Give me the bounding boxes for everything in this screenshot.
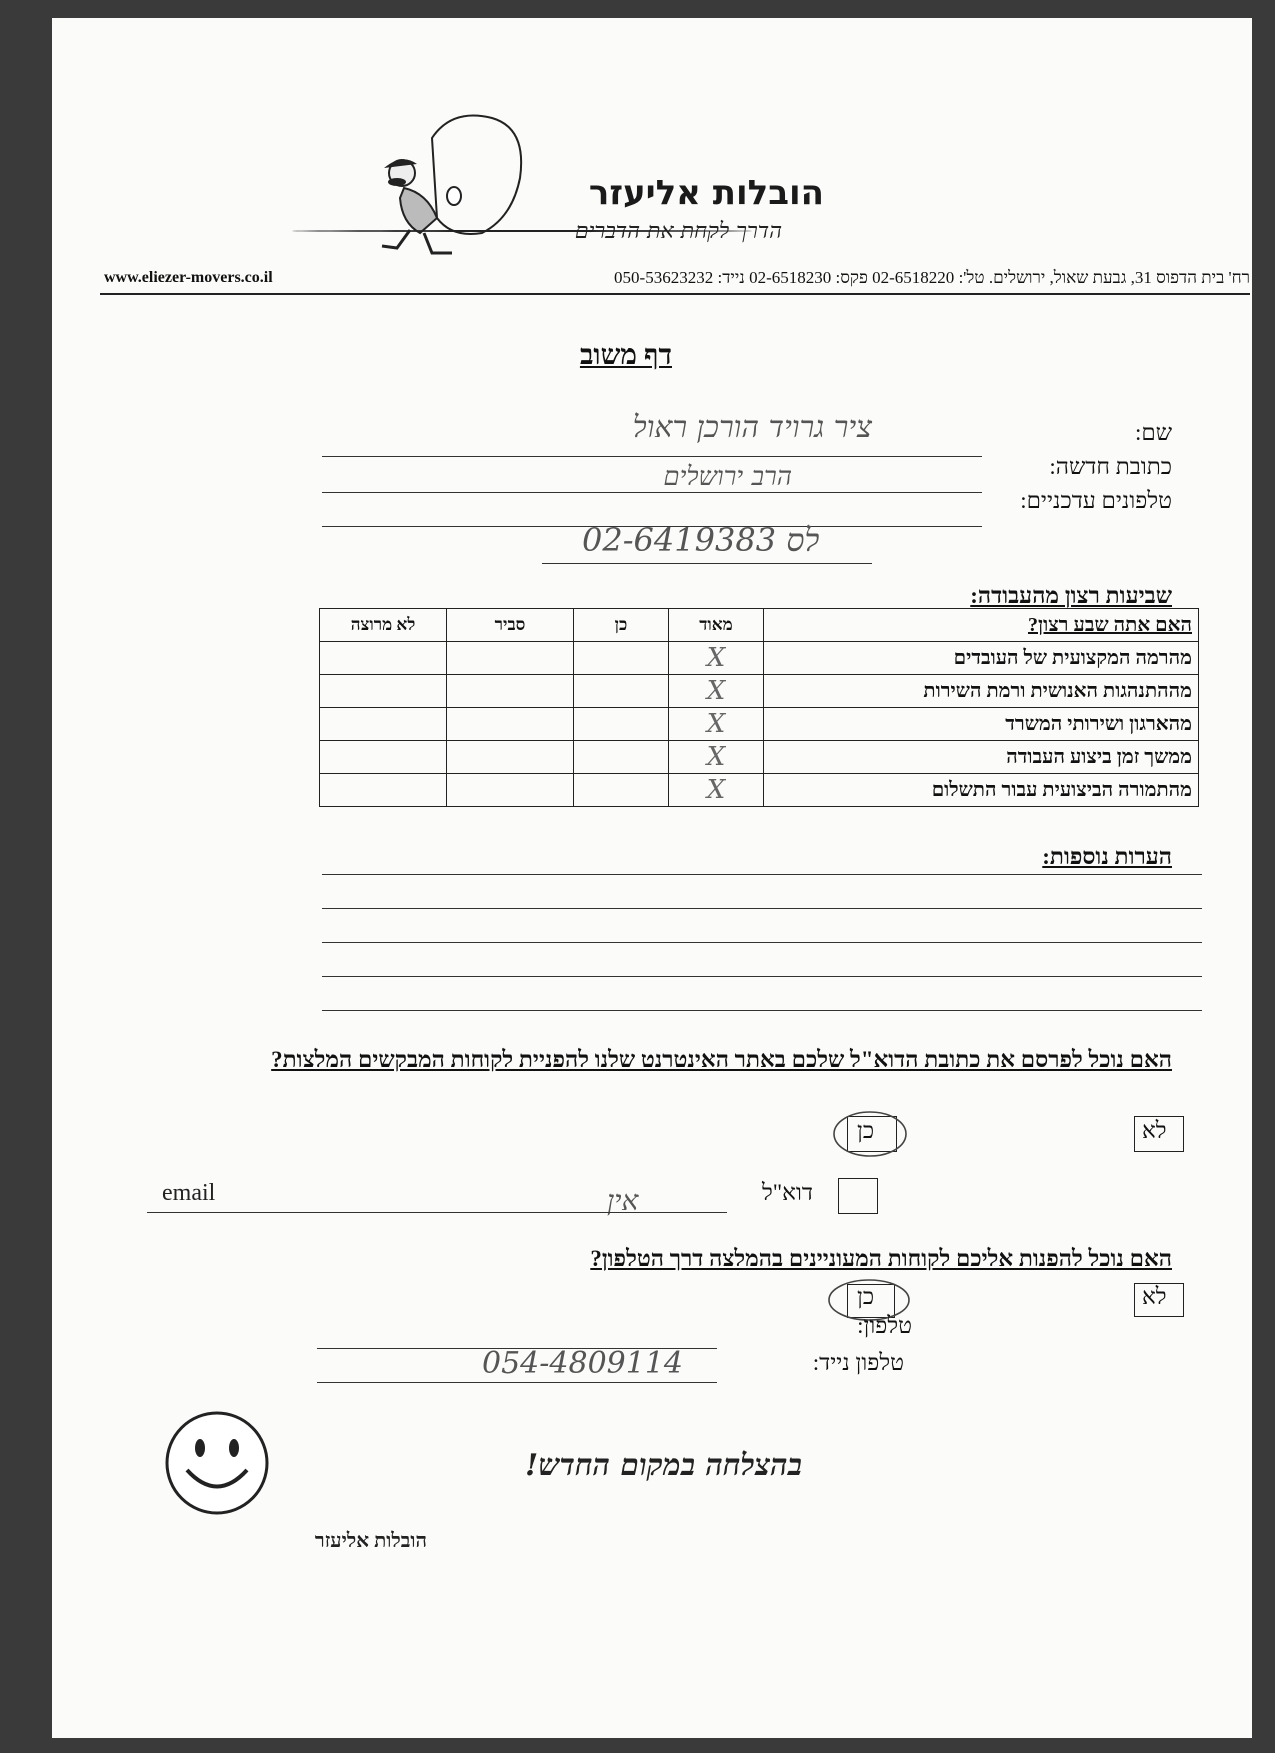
closing-wish: בהצלחה במקום החדש! [524, 1448, 802, 1483]
table-row [320, 741, 1199, 774]
email-input-line[interactable] [147, 1212, 727, 1213]
contact-line: רח' בית הדפוס 31, גבעת שאול, ירושלים. טל': 02-6518220 פקס: 02-6518230 נייד: 050-53623232 [614, 268, 1250, 287]
email-yes-label: כן [857, 1118, 875, 1143]
mobile-label: טלפון נייד: [812, 1350, 904, 1375]
name-line [322, 456, 982, 457]
address-handwritten: הרב ירושלים [663, 462, 792, 492]
email-question-text: האם נוכל לפרסם את כתובת הדוא"ל שלכם באתר האינטרנט שלנו להפניית לקוחות המבקשים המלצות? [271, 1047, 1172, 1072]
rating-cell-yes[interactable] [574, 774, 669, 807]
rating-cell-very[interactable]: X [669, 642, 764, 675]
yes-circle-mark-icon [830, 1108, 910, 1160]
closing-signature: הובלות אליעזר [314, 1530, 427, 1552]
col-yes: כן [574, 609, 669, 642]
mobile-input-line[interactable] [317, 1382, 717, 1383]
rating-cell-reasonable[interactable] [447, 708, 574, 741]
phone-yes-label: כן [857, 1284, 875, 1309]
rating-cell-reasonable[interactable] [447, 642, 574, 675]
row-label: מההתנהגות האנושית ורמת השירות [764, 675, 1199, 708]
rating-cell-very[interactable]: X [669, 675, 764, 708]
col-very: מאוד [669, 609, 764, 642]
company-name: הובלות אליעזר [588, 173, 824, 213]
row-label: מהארגון ושירותי המשרד [764, 708, 1199, 741]
rating-cell-yes[interactable] [574, 675, 669, 708]
row-label: מהתמורה הביצועית עבור התשלום [764, 774, 1199, 807]
phone-no-label: לא [1142, 1284, 1167, 1309]
table-row [320, 774, 1199, 807]
feedback-form-page [52, 18, 1252, 1738]
form-title: דף משוב [579, 340, 672, 371]
address-label: כתובת חדשה: [1049, 454, 1172, 479]
rating-cell-unsatisfied[interactable] [320, 708, 447, 741]
rating-cell-very[interactable]: X [669, 741, 764, 774]
row-label: ממשך זמן ביצוע העבודה [764, 741, 1199, 774]
rating-cell-yes[interactable] [574, 708, 669, 741]
rating-cell-unsatisfied[interactable] [320, 774, 447, 807]
table-row [320, 708, 1199, 741]
notes-line[interactable] [322, 1010, 1202, 1011]
rating-cell-very[interactable]: X [669, 708, 764, 741]
notes-line[interactable] [322, 908, 1202, 909]
email-hint: email [162, 1180, 216, 1206]
mover-cartoon-logo [342, 98, 562, 268]
phone-question-text: האם נוכל להפנות אליכם לקוחות המעוניינים בהמלצה דרך הטלפון? [590, 1246, 1172, 1271]
table-header-row [320, 609, 1199, 642]
smiley-face-icon [162, 1408, 272, 1518]
rating-cell-unsatisfied[interactable] [320, 675, 447, 708]
rating-cell-very[interactable]: X [669, 774, 764, 807]
notes-line[interactable] [322, 942, 1202, 943]
mobile-handwritten: 054-4809114 [482, 1346, 684, 1381]
email-checkbox[interactable] [838, 1178, 878, 1214]
email-label: דוא"ל [762, 1180, 813, 1205]
address-line [322, 492, 982, 493]
name-label: שם: [1134, 420, 1172, 445]
notes-line[interactable] [322, 874, 1202, 875]
satisfaction-table [319, 608, 1199, 807]
col-reasonable: סביר [447, 609, 574, 642]
notes-heading: הערות נוספות: [1042, 844, 1172, 869]
header-divider [100, 293, 1250, 295]
table-question-header: האם אתה שבע רצון? [764, 609, 1199, 642]
col-unsatisfied: לא מרוצה [320, 609, 447, 642]
table-row [320, 675, 1199, 708]
phones-line-2 [542, 563, 872, 564]
website-link[interactable]: www.eliezer-movers.co.il [104, 269, 273, 286]
rating-cell-unsatisfied[interactable] [320, 741, 447, 774]
email-handwritten: אין [607, 1184, 639, 1217]
rating-cell-yes[interactable] [574, 741, 669, 774]
rating-cell-reasonable[interactable] [447, 741, 574, 774]
rating-cell-reasonable[interactable] [447, 675, 574, 708]
rating-cell-yes[interactable] [574, 642, 669, 675]
phones-label: טלפונים עדכניים: [1020, 488, 1172, 513]
phone-label: טלפון: [857, 1313, 912, 1338]
rating-cell-unsatisfied[interactable] [320, 642, 447, 675]
row-label: מהרמה המקצועית של העובדים [764, 642, 1199, 675]
email-no-label: לא [1142, 1118, 1167, 1143]
name-handwritten: ציר גרויד הורכן ראול [632, 410, 872, 445]
notes-line[interactable] [322, 976, 1202, 977]
phones-handwritten: 02-6419383 לס [582, 521, 820, 559]
rating-cell-reasonable[interactable] [447, 774, 574, 807]
table-row [320, 642, 1199, 675]
company-slogan: הדרך לקחת את הדברים [574, 219, 782, 244]
satisfaction-heading: שביעות רצון מהעבודה: [970, 583, 1172, 608]
